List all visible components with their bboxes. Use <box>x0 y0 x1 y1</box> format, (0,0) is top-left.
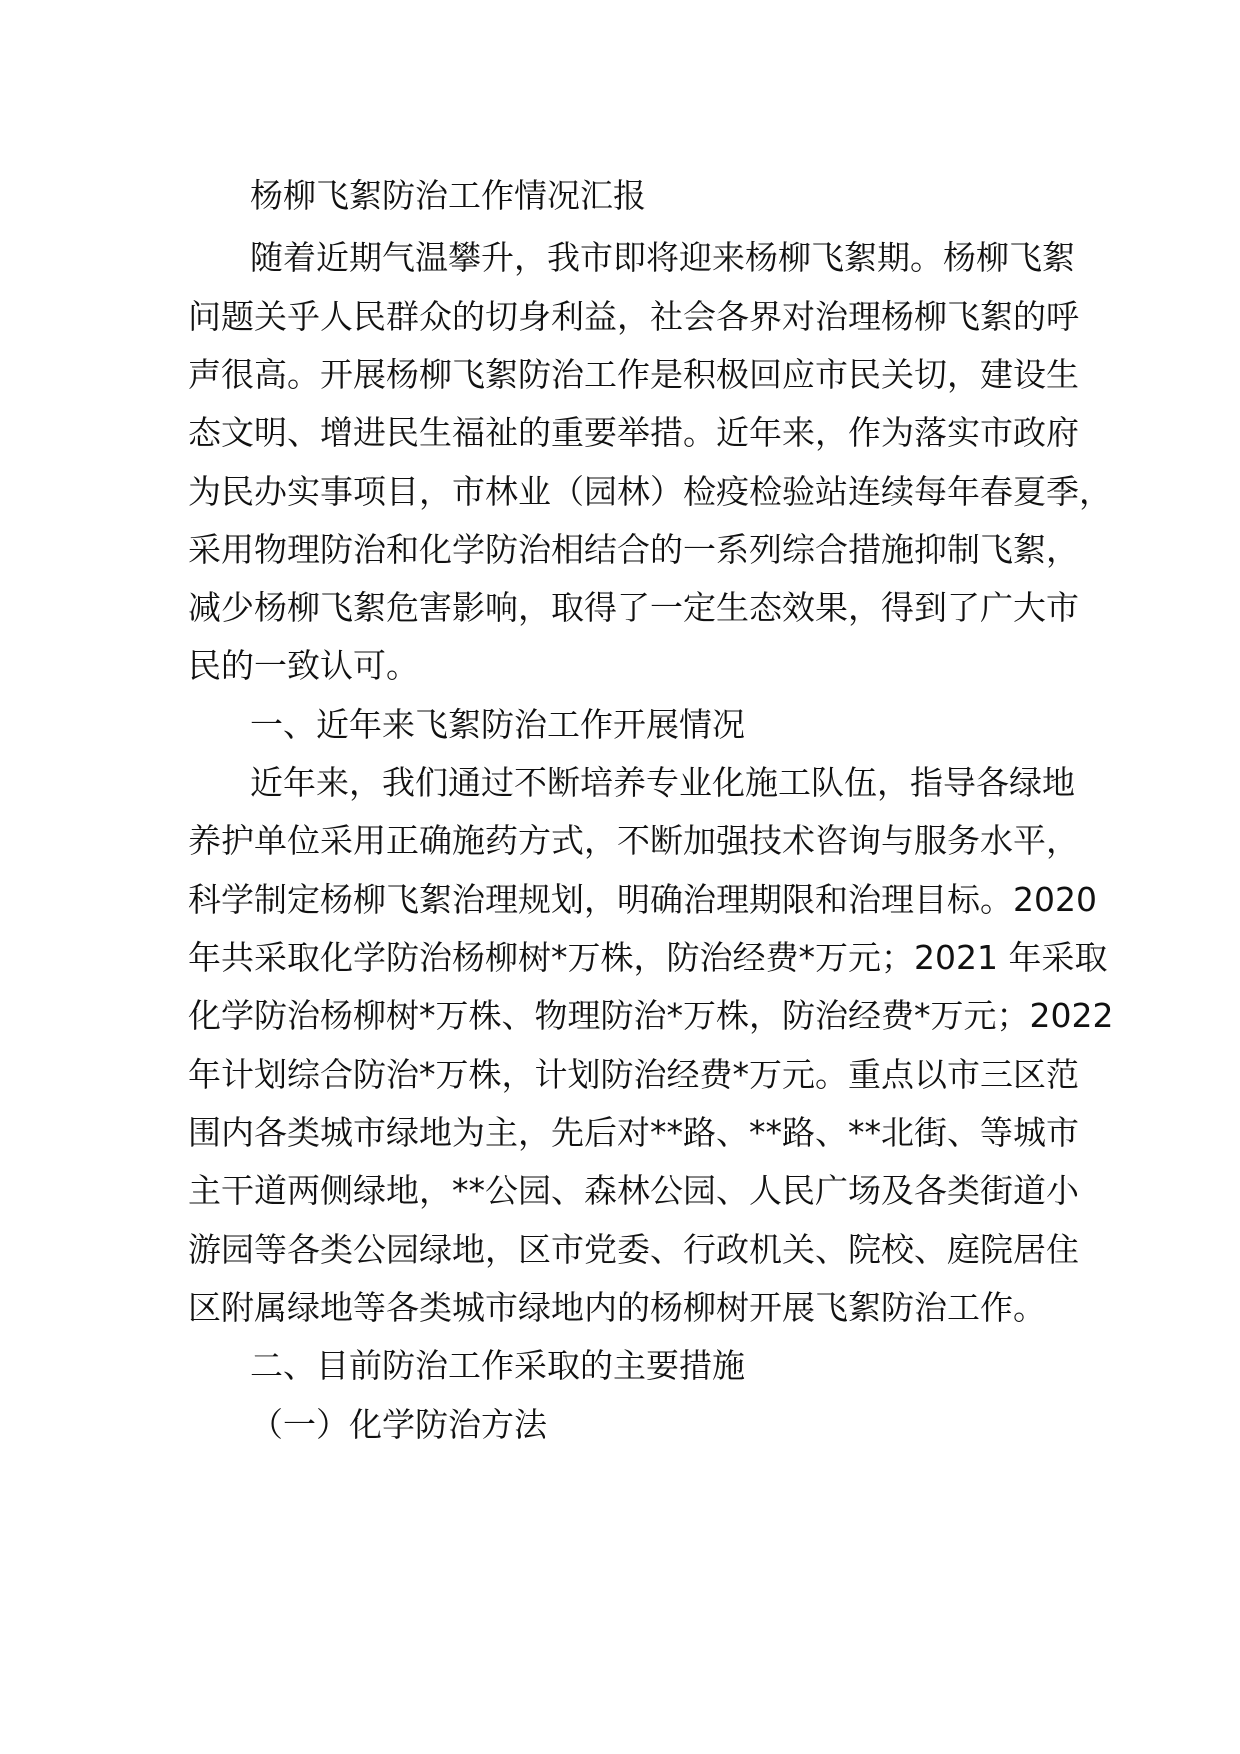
paragraph-line: 主干道两侧绿地，**公园、森林公园、人民广场及各类街道小 <box>188 1171 1079 1210</box>
paragraph-line: 问题关乎人民群众的切身利益，社会各界对治理杨柳飞絮的呼 <box>188 297 1079 336</box>
paragraph-line: 民的一致认可。 <box>188 646 419 685</box>
paragraph-line: 采用物理防治和化学防治相结合的一系列综合措施抑制飞絮， <box>188 530 1079 569</box>
document-title: 杨柳飞絮防治工作情况汇报 <box>250 176 646 215</box>
section-heading-2: 二、目前防治工作采取的主要措施 <box>250 1346 745 1385</box>
paragraph-line: 游园等各类公园绿地，区市党委、行政机关、院校、庭院居住 <box>188 1230 1079 1269</box>
paragraph-line: 随着近期气温攀升，我市即将迎来杨柳飞絮期。杨柳飞絮 <box>250 238 1075 277</box>
paragraph-line: 年共采取化学防治杨柳树*万株，防治经费*万元；2021 年采取 <box>188 938 1108 977</box>
paragraph-line: 减少杨柳飞絮危害影响，取得了一定生态效果，得到了广大市 <box>188 588 1079 627</box>
paragraph-line: 为民办实事项目，市林业（园林）检疫检验站连续每年春夏季， <box>188 472 1112 511</box>
section-heading-1: 一、近年来飞絮防治工作开展情况 <box>250 705 745 744</box>
subsection-heading: （一）化学防治方法 <box>250 1405 547 1444</box>
paragraph-line: 科学制定杨柳飞絮治理规划，明确治理期限和治理目标。2020 <box>188 880 1097 919</box>
paragraph-line: 养护单位采用正确施药方式，不断加强技术咨询与服务水平， <box>188 821 1079 860</box>
paragraph-line: 态文明、增进民生福祉的重要举措。近年来，作为落实市政府 <box>188 413 1079 452</box>
paragraph-line: 年计划综合防治*万株，计划防治经费*万元。重点以市三区范 <box>188 1055 1079 1094</box>
paragraph-line: 化学防治杨柳树*万株、物理防治*万株，防治经费*万元；2022 <box>188 996 1114 1035</box>
paragraph-line: 近年来，我们通过不断培养专业化施工队伍，指导各绿地 <box>250 763 1075 802</box>
paragraph-line: 区附属绿地等各类城市绿地内的杨柳树开展飞絮防治工作。 <box>188 1288 1046 1327</box>
paragraph-line: 围内各类城市绿地为主，先后对**路、**路、**北街、等城市 <box>188 1113 1079 1152</box>
paragraph-line: 声很高。开展杨柳飞絮防治工作是积极回应市民关切，建设生 <box>188 355 1079 394</box>
